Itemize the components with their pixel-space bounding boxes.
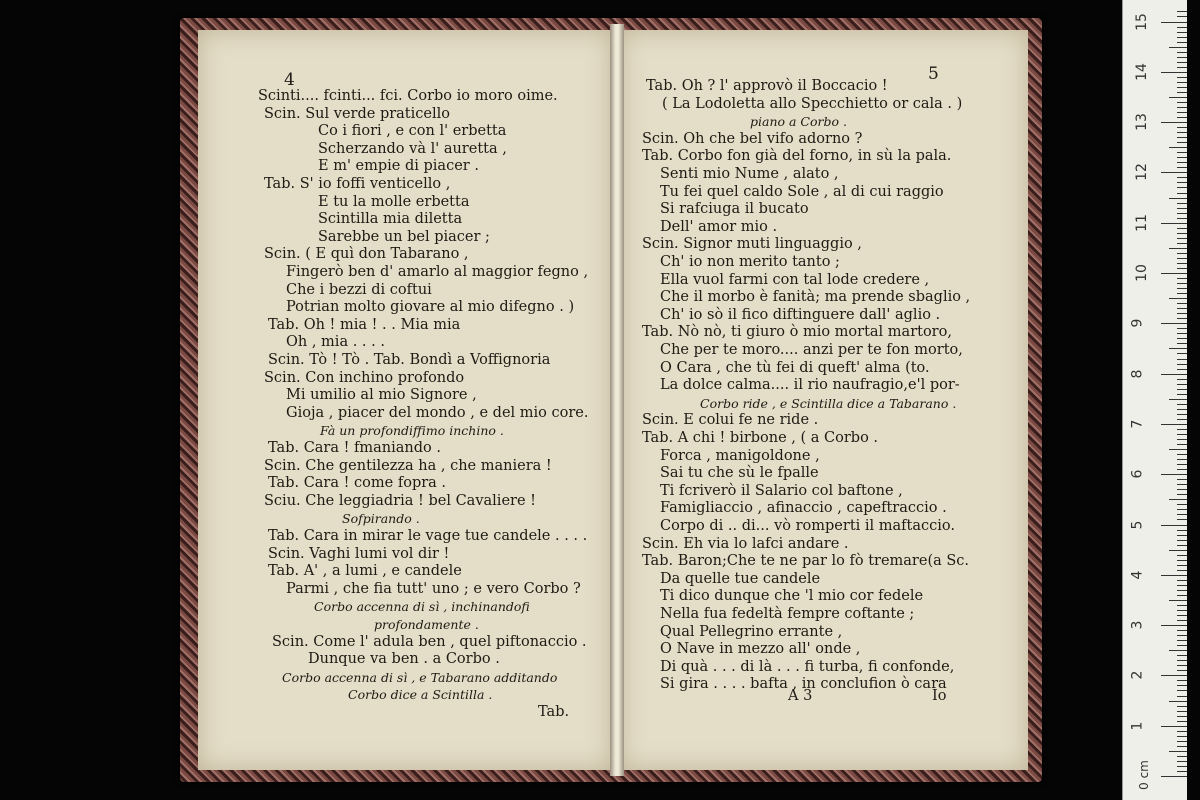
text-line: Qual Pellegrino errante , — [660, 623, 843, 640]
ruler-tick — [1177, 208, 1187, 209]
text-line: Oh , mia . . . . — [286, 334, 385, 351]
text-line: Tu fei quel caldo Sole , al di cui raggio — [660, 183, 944, 200]
ruler-number: 11 — [1133, 213, 1150, 232]
text-line: Nella fua fedeltà fempre coftante ; — [660, 606, 915, 622]
text-line: Scin. Tò ! Tò . Tab. Bondì a Voffignoria — [268, 352, 551, 368]
ruler-tick — [1177, 721, 1187, 722]
ruler-tick — [1177, 545, 1187, 546]
ruler-tick — [1177, 318, 1187, 319]
ruler-tick — [1177, 263, 1187, 264]
text-line: Tab. S' io foffi venticello , — [264, 176, 451, 192]
text-line: profondamente . — [374, 617, 479, 632]
text-line: Scintilla mia diletta — [318, 211, 463, 228]
ruler-tick — [1161, 424, 1187, 425]
ruler-tick — [1177, 514, 1187, 515]
text-line: Tab. Oh ? l' approvò il Boccacio ! — [646, 78, 888, 94]
ruler-tick — [1177, 87, 1187, 88]
text-line: Tab. A chi ! birbone , ( a Corbo . — [642, 430, 879, 446]
ruler-tick — [1177, 167, 1187, 168]
text-line: Scin. Vaghi lumi vol dir ! — [268, 545, 450, 562]
page-number: 5 — [928, 64, 939, 84]
ruler-tick — [1177, 268, 1187, 269]
text-line: Che per te moro.... anzi per te fon morto, — [660, 342, 963, 358]
ruler-tick — [1177, 343, 1187, 344]
ruler-tick — [1169, 97, 1187, 98]
ruler-tick — [1169, 198, 1187, 199]
ruler-tick — [1161, 122, 1187, 123]
ruler-tick — [1177, 706, 1187, 707]
ruler-tick — [1177, 484, 1187, 485]
book-gutter — [610, 24, 624, 776]
text-line: Si gira . . . . bafta , in conclufion ò cara — [660, 676, 947, 693]
ruler-tick — [1177, 696, 1187, 697]
text-line: Scherzando và l' auretta , — [318, 140, 507, 157]
text-line: Fingerò ben d' amarlo al maggior fegno , — [286, 264, 589, 280]
ruler-tick — [1177, 132, 1187, 133]
text-line: Sarebbe un bel piacer ; — [318, 228, 490, 245]
ruler-tick — [1177, 42, 1187, 43]
text-line: Tab. Cara in mirar le vage tue candele . . . . — [268, 528, 588, 544]
page-number: 4 — [284, 70, 295, 90]
ruler-tick — [1177, 409, 1187, 410]
text-line: La dolce calma.... il rio naufragio,e'l por- — [660, 377, 960, 394]
ruler-tick — [1177, 404, 1187, 405]
text-line: Da quelle tue candele — [660, 570, 821, 587]
ruler-number: 6 — [1129, 469, 1146, 479]
ruler-tick — [1177, 27, 1187, 28]
ruler-tick — [1177, 580, 1187, 581]
text-line: Sai tu che sù le fpalle — [660, 465, 819, 482]
ruler-tick — [1177, 288, 1187, 289]
ruler-tick — [1177, 182, 1187, 183]
text-line: Fà un profondiffimo inchino . — [320, 423, 504, 439]
text-line: Corbo accenna di sì , e Tabarano additando — [282, 669, 558, 685]
ruler-tick — [1177, 364, 1187, 365]
ruler-tick — [1177, 233, 1187, 234]
ruler-tick — [1177, 187, 1187, 188]
ruler-tick — [1169, 399, 1187, 400]
ruler-tick — [1177, 630, 1187, 631]
ruler-tick — [1177, 771, 1187, 772]
ruler-tick — [1177, 203, 1187, 204]
ruler-tick — [1161, 172, 1187, 173]
ruler-tick — [1169, 147, 1187, 148]
text-line: Tab. Baron;Che te ne par lo fò tremare(a Sc. — [642, 553, 970, 570]
ruler-tick — [1177, 369, 1187, 370]
ruler-tick — [1177, 489, 1187, 490]
ruler-number: 4 — [1129, 570, 1146, 580]
ruler-tick — [1177, 238, 1187, 239]
ruler-tick — [1177, 293, 1187, 294]
ruler-tick — [1177, 535, 1187, 536]
ruler-tick — [1169, 298, 1187, 299]
text-line: Corbo dice a Scintilla . — [348, 687, 493, 703]
ruler-tick — [1177, 620, 1187, 621]
text-line: E m' empie di piacer . — [318, 158, 479, 175]
ruler-tick — [1177, 741, 1187, 742]
ruler-tick — [1177, 384, 1187, 385]
ruler-tick — [1177, 177, 1187, 178]
ruler-tick — [1177, 11, 1187, 12]
ruler-tick — [1177, 117, 1187, 118]
ruler-tick — [1161, 625, 1187, 626]
ruler-tick — [1177, 454, 1187, 455]
ruler-tick — [1177, 540, 1187, 541]
text-line: Ti fcriverò il Salario col baftone , — [660, 482, 903, 499]
ruler-tick — [1177, 635, 1187, 636]
text-line: Gioja , piacer del mondo , e del mio core. — [286, 404, 589, 421]
ruler-tick — [1177, 479, 1187, 480]
text-line: Co i fiori , e con l' erbetta — [318, 123, 507, 140]
text-line: O Cara , che tù fei di queft' alma (to. — [660, 359, 930, 376]
ruler-tick — [1177, 419, 1187, 420]
ruler-tick — [1161, 22, 1187, 23]
ruler-tick — [1177, 142, 1187, 143]
ruler-tick — [1169, 47, 1187, 48]
text-line: Scin. ( E quì don Tabarano , — [264, 246, 469, 263]
ruler-tick — [1177, 82, 1187, 83]
ruler-tick — [1177, 32, 1187, 33]
ruler-tick — [1177, 243, 1187, 244]
ruler-tick — [1177, 519, 1187, 520]
ruler-tick — [1177, 615, 1187, 616]
text-line: Dunque va ben . a Corbo . — [308, 651, 500, 668]
ruler-tick — [1177, 359, 1187, 360]
text-line: Che i bezzi di coftui — [286, 281, 432, 298]
ruler-tick — [1177, 766, 1187, 767]
ruler-tick — [1177, 333, 1187, 334]
ruler-number: 13 — [1133, 113, 1150, 132]
ruler-number: 1 — [1129, 721, 1146, 731]
text-line: Corbo accenna di sì , inchinandofi — [314, 599, 530, 615]
text-line: Che il morbo è fanità; ma prende sbaglio , — [660, 289, 971, 306]
ruler-tick — [1177, 429, 1187, 430]
ruler-tick — [1169, 701, 1187, 702]
ruler-tick — [1177, 278, 1187, 279]
ruler-tick — [1177, 92, 1187, 93]
ruler-tick — [1177, 509, 1187, 510]
ruler-tick — [1177, 353, 1187, 354]
right-page — [620, 30, 1028, 770]
ruler-tick — [1161, 323, 1187, 324]
ruler-tick — [1177, 253, 1187, 254]
ruler-number: 9 — [1129, 318, 1146, 328]
ruler-tick — [1161, 223, 1187, 224]
ruler-tick — [1161, 575, 1187, 576]
ruler-tick — [1177, 504, 1187, 505]
ruler-number: 14 — [1133, 62, 1150, 81]
ruler-tick — [1177, 756, 1187, 757]
ruler-tick — [1177, 77, 1187, 78]
text-line: Scin. Che gentilezza ha , che maniera ! — [264, 457, 552, 474]
ruler-tick — [1177, 590, 1187, 591]
text-line: Sciu. Che leggiadria ! bel Cavaliere ! — [264, 492, 536, 509]
measuring-ruler — [1122, 0, 1187, 800]
ruler-tick — [1161, 273, 1187, 274]
ruler-tick — [1177, 595, 1187, 596]
text-line: Dell' amor mio . — [660, 218, 778, 235]
text-line: Scin. Come l' adula ben , quel piftonaccio . — [272, 633, 587, 650]
text-line: Scin. Signor muti linguaggio , — [642, 236, 862, 253]
ruler-tick — [1177, 711, 1187, 712]
ruler-tick — [1161, 675, 1187, 676]
ruler-tick — [1177, 761, 1187, 762]
ruler-tick — [1177, 570, 1187, 571]
text-line: Forca , manigoldone , — [660, 447, 820, 464]
text-line: Scin. Sul verde praticello — [264, 105, 450, 122]
ruler-tick — [1177, 157, 1187, 158]
ruler-tick — [1161, 776, 1187, 777]
ruler-tick — [1177, 112, 1187, 113]
text-line: Famigliaccio , afinaccio , capeftraccio . — [660, 500, 947, 517]
ruler-tick — [1169, 449, 1187, 450]
ruler-tick — [1177, 746, 1187, 747]
ruler-tick — [1169, 248, 1187, 249]
ruler-tick — [1169, 550, 1187, 551]
ruler-tick — [1177, 102, 1187, 103]
ruler-tick — [1177, 716, 1187, 717]
ruler-tick — [1177, 193, 1187, 194]
ruler-tick — [1177, 218, 1187, 219]
ruler-unit: 0 cm — [1136, 760, 1151, 790]
ruler-tick — [1177, 379, 1187, 380]
ruler-tick — [1169, 348, 1187, 349]
text-line: Senti mio Nume , alato , — [660, 166, 839, 182]
ruler-tick — [1177, 52, 1187, 53]
ruler-tick — [1177, 494, 1187, 495]
text-line: Scin. E colui fe ne ride . — [642, 412, 819, 429]
ruler-tick — [1177, 469, 1187, 470]
ruler-tick — [1177, 283, 1187, 284]
ruler-tick — [1177, 585, 1187, 586]
ruler-tick — [1177, 439, 1187, 440]
ruler-tick — [1161, 726, 1187, 727]
ruler-tick — [1169, 751, 1187, 752]
catchword: Io — [932, 688, 947, 704]
ruler-tick — [1177, 137, 1187, 138]
ruler-tick — [1177, 328, 1187, 329]
text-line: Parmi , che fia tutt' uno ; e vero Corbo ? — [286, 580, 581, 597]
text-line: Ti dico dunque che 'l mio cor fedele — [660, 588, 924, 605]
text-line: O Nave in mezzo all' onde , — [660, 641, 861, 658]
ruler-tick — [1177, 228, 1187, 229]
text-line: Tab. Cara ! come fopra . — [268, 475, 447, 492]
ruler-tick — [1177, 665, 1187, 666]
text-line: Di quà . . . di là . . . fi turba, fi confonde, — [660, 658, 955, 675]
text-line: Corpo di .. di... vò romperti il maftaccio. — [660, 518, 955, 534]
ruler-tick — [1177, 690, 1187, 691]
ruler-number: 12 — [1133, 163, 1150, 182]
ruler-tick — [1177, 313, 1187, 314]
ruler-tick — [1177, 610, 1187, 611]
ruler-number: 2 — [1129, 670, 1146, 680]
ruler-tick — [1177, 464, 1187, 465]
text-line: ( La Lodoletta allo Specchietto or cala . ) — [662, 95, 963, 112]
ruler-tick — [1177, 414, 1187, 415]
ruler-tick — [1169, 499, 1187, 500]
ruler-tick — [1177, 731, 1187, 732]
ruler-number: 3 — [1129, 620, 1146, 630]
ruler-tick — [1169, 650, 1187, 651]
left-page — [198, 30, 612, 770]
text-line: Tab. — [538, 704, 570, 720]
ruler-tick — [1177, 560, 1187, 561]
text-line: Corbo ride , e Scintilla dice a Tabarano . — [700, 395, 957, 411]
ruler-tick — [1177, 338, 1187, 339]
text-line: Scin. Con inchino profondo — [264, 369, 465, 386]
text-line: Tab. A' , a lumi , e candele — [268, 563, 462, 580]
ruler-tick — [1177, 736, 1187, 737]
ruler-tick — [1161, 525, 1187, 526]
ruler-tick — [1177, 16, 1187, 17]
signature-mark: A 3 — [788, 688, 813, 704]
ruler-tick — [1177, 152, 1187, 153]
ruler-tick — [1177, 434, 1187, 435]
text-line: Scin. Oh che bel vifo adorno ? — [642, 130, 863, 147]
ruler-tick — [1177, 605, 1187, 606]
text-line: Tab. Nò nò, ti giuro ò mio mortal martoro, — [642, 324, 952, 341]
text-line: Scin. Eh via lo lafci andare . — [642, 535, 849, 552]
ruler-tick — [1177, 640, 1187, 641]
ruler-tick — [1161, 474, 1187, 475]
text-line: Potrian molto giovare al mio difegno . ) — [286, 299, 575, 316]
ruler-tick — [1161, 72, 1187, 73]
ruler-tick — [1177, 258, 1187, 259]
ruler-tick — [1177, 57, 1187, 58]
ruler-tick — [1177, 444, 1187, 445]
ruler-tick — [1177, 67, 1187, 68]
text-line: Tab. Corbo fon già del forno, in sù la pala. — [642, 148, 952, 165]
text-line: Tab. Cara ! fmaniando . — [268, 440, 442, 456]
ruler-number: 7 — [1129, 419, 1146, 429]
ruler-tick — [1177, 213, 1187, 214]
ruler-tick — [1177, 555, 1187, 556]
ruler-tick — [1177, 107, 1187, 108]
ruler-tick — [1177, 127, 1187, 128]
ruler-tick — [1177, 660, 1187, 661]
ruler-tick — [1177, 685, 1187, 686]
ruler-tick — [1177, 655, 1187, 656]
ruler-tick — [1177, 162, 1187, 163]
ruler-tick — [1177, 459, 1187, 460]
ruler-number: 8 — [1129, 369, 1146, 379]
text-line: Scinti.... fcinti... fci. Corbo io moro oime. — [258, 88, 558, 104]
ruler-tick — [1177, 389, 1187, 390]
ruler-tick — [1177, 394, 1187, 395]
text-line: Ella vuol farmi con tal lode credere , — [660, 271, 930, 288]
ruler-tick — [1177, 645, 1187, 646]
ruler-tick — [1177, 670, 1187, 671]
ruler-tick — [1169, 600, 1187, 601]
text-line: Sofpirando . — [342, 511, 420, 527]
ruler-tick — [1177, 308, 1187, 309]
text-line: Si rafciuga il bucato — [660, 201, 809, 218]
ruler-tick — [1177, 565, 1187, 566]
ruler-number: 5 — [1129, 520, 1146, 529]
text-line: piano a Corbo . — [750, 114, 847, 130]
ruler-tick — [1161, 374, 1187, 375]
text-line: Ch' io non merito tanto ; — [660, 254, 840, 270]
text-line: Tab. Oh ! mia ! . . Mia mia — [268, 316, 461, 333]
ruler-number: 10 — [1133, 264, 1150, 282]
text-line: E tu la molle erbetta — [318, 193, 470, 210]
text-line: Mi umilio al mio Signore , — [286, 387, 477, 404]
ruler-tick — [1177, 303, 1187, 304]
ruler-tick — [1177, 680, 1187, 681]
ruler-tick — [1177, 37, 1187, 38]
text-line: Ch' io sò il fico diftinguere dall' aglio . — [660, 306, 941, 323]
ruler-number: 15 — [1133, 12, 1150, 31]
ruler-tick — [1177, 530, 1187, 531]
ruler-tick — [1177, 62, 1187, 63]
